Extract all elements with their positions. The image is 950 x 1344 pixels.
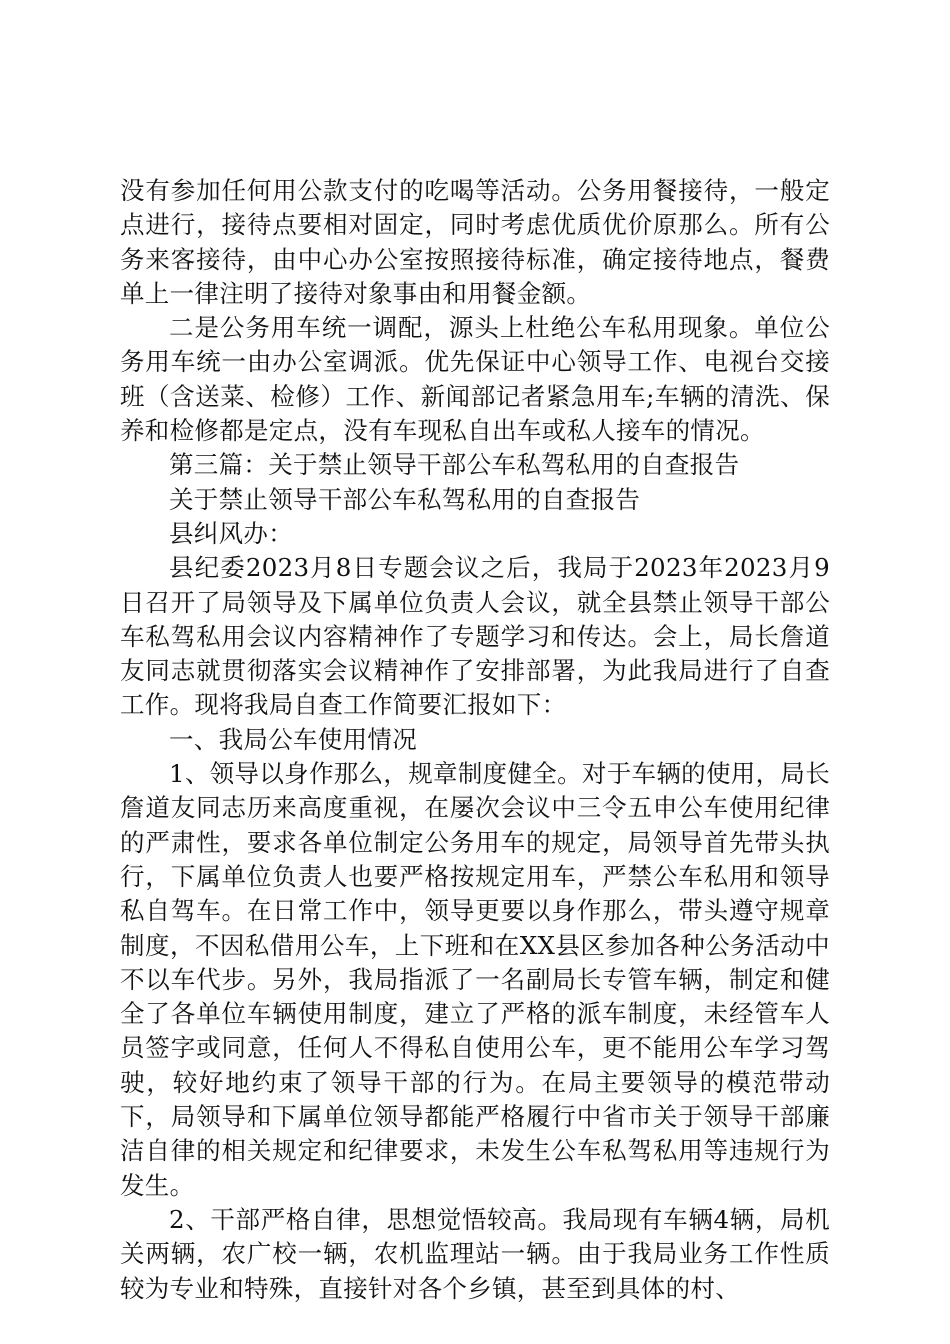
subsection-heading: 一、我局公车使用情况 <box>169 724 417 754</box>
document-body <box>120 174 830 1306</box>
paragraph: 没有参加任何用公款支付的吃喝等活动。公务用餐接待，一般定点进行，接待点要相对固定，同时考虑优质优价原那么。所有公务来客接待，由中心办公室按照接待标准，确定接待地点，餐费单上一律注明了接待对象事由和用餐金额。 <box>120 176 830 308</box>
section-heading: 第三篇：关于禁止领导干部公车私驾私用的自查报告 <box>169 450 740 480</box>
paragraph: 县纪委2023月8日专题会议之后，我局于2023年2023月9日召开了局领导及下属单位负责人会议，就全县禁止领导干部公车私驾私用会议内容精神作了专题学习和传达。会上，局长詹道友同志就贯彻落实会议精神作了安排部署，为此我局进行了自查工作。现将我局自查工作简要汇报如下： <box>120 553 830 720</box>
paragraph: 1、领导以身作那么，规章制度健全。对于车辆的使用，局长詹道友同志历来高度重视，在屡次会议中三令五申公车使用纪律的严肃性，要求各单位制定公务用车的规定，局领导首先带头执行，下属单位负责人也要严格按规定用车，严禁公车私用和领导私自驾车。在日常工作中，领导更要以身作那么，带头遵守规章制度，不因私借用公车，上下班和在XX县区参加各种公务活动中不以车代步。另外，我局指派了一名副局长专管车辆，制定和健全了各单位车辆使用制度，建立了严格的派车制度，未经管车人员签字或同意，任何人不得私自使用公车，更不能用公车学习驾驶，较好地约束了领导干部的行为。在局主要领导的模范带动下，局领导和下属单位领导都能严格履行中省市关于领导干部廉洁自律的相关规定和纪律要求，未发生公车私驾私用等违规行为发生。 <box>120 759 830 1200</box>
report-title: 关于禁止领导干部公车私驾私用的自查报告 <box>169 484 641 514</box>
paragraph: 二是公务用车统一调配，源头上杜绝公车私用现象。单位公务用车统一由办公室调派。优先保证中心领导工作、电视台交接班（含送菜、检修）工作、新闻部记者紧急用车;车辆的清洗、保养和检修都是定点，没有车现私自出车或私人接车的情况。 <box>120 313 830 446</box>
paragraph: 2、干部严格自律，思想觉悟较高。我局现有车辆4辆，局机关两辆，农广校一辆，农机监理站一辆。由于我局业务工作性质较为专业和特殊，直接针对各个乡镇，甚至到具体的村、 <box>120 1204 830 1303</box>
addressee: 县纠风办： <box>169 518 293 548</box>
